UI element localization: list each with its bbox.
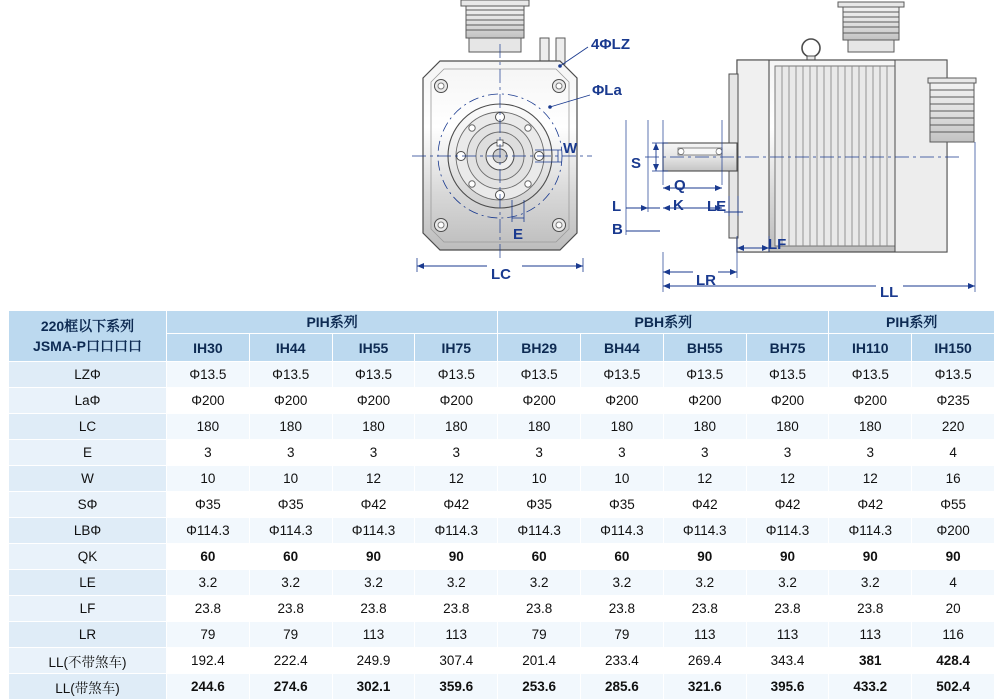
cell: 180 [829,414,912,440]
row-label-e: E [9,440,167,466]
cell: 359.6 [415,674,498,700]
cell: 192.4 [167,648,250,674]
row-label-ll-no-brake: LL(不带煞车) [9,648,167,674]
cell: 395.6 [746,674,829,700]
row-label-lc: LC [9,414,167,440]
cell: 3 [498,440,581,466]
cell: Φ42 [332,492,415,518]
cell: 220 [912,414,995,440]
label-k: K [673,197,684,214]
table-row [9,440,995,466]
table-row [9,544,995,570]
table-corner-cell [9,311,167,362]
cell: 60 [581,544,664,570]
cell: Φ13.5 [498,362,581,388]
label-w: W [563,140,578,157]
cell: Φ200 [663,388,746,414]
cell: 3.2 [415,570,498,596]
cell: 307.4 [415,648,498,674]
cell: 3 [663,440,746,466]
cell: 3.2 [829,570,912,596]
label-le: LE [707,198,727,215]
cell: Φ35 [249,492,332,518]
table-row [9,518,995,544]
cell: 180 [663,414,746,440]
row-label-lz: LZΦ [9,362,167,388]
table-row [9,388,995,414]
cell: Φ55 [912,492,995,518]
cell: 3.2 [581,570,664,596]
cell: 10 [581,466,664,492]
cell: 3.2 [498,570,581,596]
label-lr: LR [696,272,716,289]
cell: 3 [167,440,250,466]
cell: 79 [167,622,250,648]
cell: 90 [912,544,995,570]
column-header-ih44: IH44 [249,334,332,362]
cell: 23.8 [498,596,581,622]
cell: 433.2 [829,674,912,700]
cell: 60 [167,544,250,570]
cell: Φ114.3 [415,518,498,544]
cell: 3.2 [167,570,250,596]
cell: 60 [498,544,581,570]
group-header-2: PIH系列 [829,311,995,334]
label-e: E [513,226,524,243]
cell: Φ13.5 [581,362,664,388]
cell: Φ114.3 [829,518,912,544]
drawing-svg [0,0,1002,305]
cell: 116 [912,622,995,648]
cell: 23.8 [581,596,664,622]
row-label-s: SΦ [9,492,167,518]
table-row [9,466,995,492]
cell: Φ200 [498,388,581,414]
cell: Φ13.5 [167,362,250,388]
table-row [9,674,995,700]
cell: 222.4 [249,648,332,674]
cell: 321.6 [663,674,746,700]
row-label-w: W [9,466,167,492]
cell: Φ13.5 [332,362,415,388]
cell: Φ42 [663,492,746,518]
cell: Φ13.5 [415,362,498,388]
cell: 3.2 [332,570,415,596]
cell: 23.8 [249,596,332,622]
cell: 3 [332,440,415,466]
cell: 180 [746,414,829,440]
cell: Φ200 [332,388,415,414]
cell: 90 [746,544,829,570]
cell: 3 [829,440,912,466]
cell: 274.6 [249,674,332,700]
column-header-bh44: BH44 [581,334,664,362]
cell: Φ200 [249,388,332,414]
row-label-lr: LR [9,622,167,648]
cell: 3 [415,440,498,466]
table-row [9,570,995,596]
cell: Φ13.5 [249,362,332,388]
cell: Φ42 [415,492,498,518]
cell: 12 [829,466,912,492]
cell: Φ13.5 [746,362,829,388]
cell: Φ114.3 [498,518,581,544]
group-header-0: PIH系列 [167,311,498,334]
cell: 201.4 [498,648,581,674]
cell: 23.8 [829,596,912,622]
cell: 180 [581,414,664,440]
column-header-bh55: BH55 [663,334,746,362]
cell: 180 [415,414,498,440]
column-header-ih110: IH110 [829,334,912,362]
cell: 10 [498,466,581,492]
cell: Φ200 [829,388,912,414]
cell: 233.4 [581,648,664,674]
cell: 302.1 [332,674,415,700]
cell: 285.6 [581,674,664,700]
cell: 3 [746,440,829,466]
row-label-lf: LF [9,596,167,622]
cell: 23.8 [167,596,250,622]
column-header-ih75: IH75 [415,334,498,362]
cell: 249.9 [332,648,415,674]
cell: 16 [912,466,995,492]
column-header-ih55: IH55 [332,334,415,362]
column-header-bh75: BH75 [746,334,829,362]
cell: 502.4 [912,674,995,700]
table-row [9,362,995,388]
cell: Φ114.3 [167,518,250,544]
cell: Φ13.5 [663,362,746,388]
motor-dimension-drawing [0,0,1002,305]
cell: Φ200 [912,518,995,544]
corner-line-1: 220框以下系列 [40,317,135,334]
table-row [9,596,995,622]
table-body [9,362,995,700]
cell: 3.2 [746,570,829,596]
row-label-lb: LBΦ [9,518,167,544]
cell: Φ114.3 [663,518,746,544]
cell: 113 [415,622,498,648]
cell: 113 [746,622,829,648]
cell: Φ35 [581,492,664,518]
table-row [9,414,995,440]
cell: Φ13.5 [912,362,995,388]
cell: 4 [912,440,995,466]
cell: 60 [249,544,332,570]
row-label-le: LE [9,570,167,596]
cell: 180 [249,414,332,440]
cell: Φ114.3 [332,518,415,544]
cell: Φ114.3 [249,518,332,544]
column-header-bh29: BH29 [498,334,581,362]
label-b: B [612,221,623,238]
cell: 90 [415,544,498,570]
cell: 23.8 [415,596,498,622]
group-header-1: PBH系列 [498,311,829,334]
cell: Φ200 [581,388,664,414]
cell: 20 [912,596,995,622]
label-lf: LF [768,236,787,253]
table-row [9,492,995,518]
cell: Φ42 [829,492,912,518]
cell: Φ42 [746,492,829,518]
label-q: Q [674,177,686,194]
cell: 269.4 [663,648,746,674]
cell: Φ13.5 [829,362,912,388]
cell: Φ114.3 [581,518,664,544]
cell: 90 [829,544,912,570]
label-l: L [612,198,622,215]
table-row [9,648,995,674]
cell: 113 [829,622,912,648]
cell: 3.2 [249,570,332,596]
cell: 113 [332,622,415,648]
specification-table [8,310,995,700]
cell: 180 [498,414,581,440]
cell: Φ35 [498,492,581,518]
cell: 12 [415,466,498,492]
cell: 3.2 [663,570,746,596]
cell: 23.8 [332,596,415,622]
cell: 428.4 [912,648,995,674]
cell: 343.4 [746,648,829,674]
label-lc: LC [491,266,511,283]
cell: 3 [249,440,332,466]
row-label-la: LaΦ [9,388,167,414]
cell: 79 [249,622,332,648]
side-connector [838,2,904,52]
column-header-ih150: IH150 [912,334,995,362]
cell: 113 [663,622,746,648]
cell: Φ200 [415,388,498,414]
cell: 12 [663,466,746,492]
column-header-ih30: IH30 [167,334,250,362]
front-connector [461,0,529,38]
cell: Φ200 [167,388,250,414]
cell: 12 [746,466,829,492]
cell: 244.6 [167,674,250,700]
cell: 79 [498,622,581,648]
label-s: S [631,155,642,172]
cell: 90 [663,544,746,570]
cell: 12 [332,466,415,492]
cell: Φ35 [167,492,250,518]
cell: 90 [332,544,415,570]
cell: 23.8 [663,596,746,622]
cell: 79 [581,622,664,648]
corner-line-2: JSMA-P口口口口 [33,338,142,354]
row-label-ll-brake: LL(带煞车) [9,674,167,700]
cell: 180 [167,414,250,440]
cell: 3 [581,440,664,466]
cell: 253.6 [498,674,581,700]
table-row [9,622,995,648]
label-phi-la: ΦLa [592,82,622,99]
table-group-row [9,311,995,334]
cell: 180 [332,414,415,440]
cell: 23.8 [746,596,829,622]
row-label-qk: QK [9,544,167,570]
cell: 10 [167,466,250,492]
cell: 381 [829,648,912,674]
cell: Φ114.3 [746,518,829,544]
cell: Φ235 [912,388,995,414]
cell: 4 [912,570,995,596]
label-4-phi-lz: 4ΦLZ [591,36,630,53]
label-ll: LL [880,284,899,301]
cell: Φ200 [746,388,829,414]
cell: 10 [249,466,332,492]
table-head [9,311,995,362]
